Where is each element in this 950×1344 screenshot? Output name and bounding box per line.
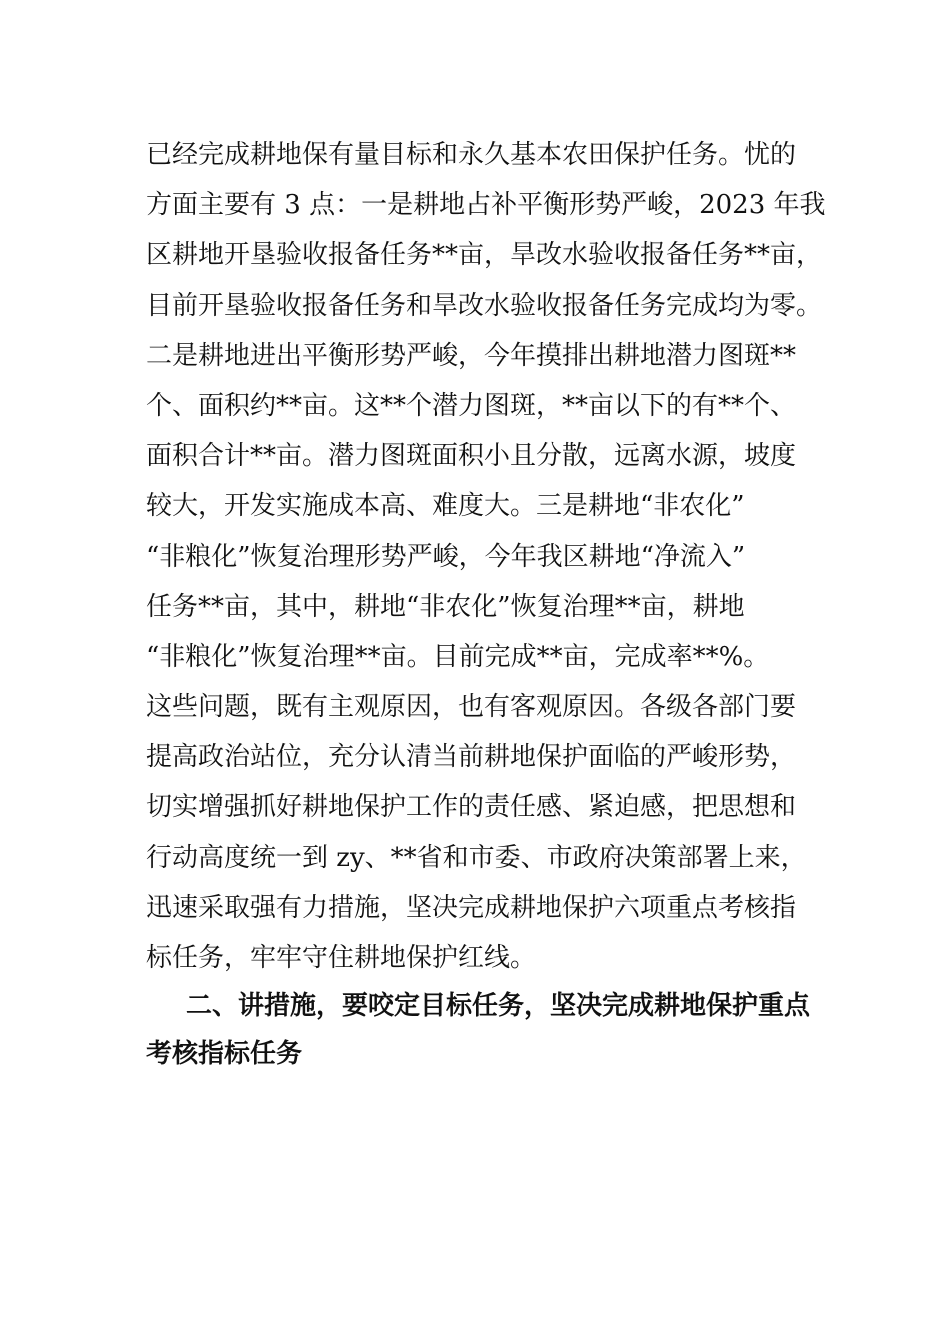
section-heading — [146, 982, 826, 1078]
paragraph-line: 标任务，牢牢守住耕地保护红线。 — [146, 943, 537, 973]
body-paragraph — [146, 130, 826, 983]
heading-line: 考核指标任务 — [146, 1039, 303, 1069]
paragraph-line: 方面主要有 3 点：一是耕地占补平衡形势严峻，2023 年我 — [146, 190, 826, 221]
paragraph-line: “非粮化”恢复治理**亩。目前完成**亩，完成率**%。 — [146, 641, 770, 672]
paragraph-line: “非粮化”恢复治理形势严峻，今年我区耕地“净流入” — [146, 541, 746, 572]
paragraph-line: 迅速采取强有力措施，坚决完成耕地保护六项重点考核指 — [146, 892, 797, 923]
paragraph-line: 提高政治站位，充分认清当前耕地保护面临的严峻形势， — [146, 742, 797, 773]
paragraph-line: 已经完成耕地保有量目标和永久基本农田保护任务。忧的 — [146, 140, 797, 170]
paragraph-line: 二是耕地进出平衡形势严峻，今年摸排出耕地潜力图斑** — [146, 340, 797, 371]
paragraph-line: 这些问题，既有主观原因，也有客观原因。各级各部门要 — [146, 692, 797, 723]
paragraph-line: 区耕地开垦验收报备任务**亩，旱改水验收报备任务**亩， — [146, 240, 823, 271]
paragraph-line: 个、面积约**亩。这**个潜力图斑，**亩以下的有**个、 — [146, 390, 797, 421]
paragraph-line: 任务**亩，其中，耕地“非农化”恢复治理**亩，耕地 — [146, 591, 745, 622]
paragraph-line: 面积合计**亩。潜力图斑面积小且分散，远离水源，坡度 — [146, 441, 797, 472]
paragraph-line: 行动高度统一到 zy、**省和市委、市政府决策部署上来， — [146, 842, 807, 873]
paragraph-line: 较大，开发实施成本高、难度大。三是耕地“非农化” — [146, 491, 745, 522]
paragraph-line: 目前开垦验收报备任务和旱改水验收报备任务完成均为零。 — [146, 290, 823, 321]
heading-line: 二、讲措施，要咬定目标任务，坚决完成耕地保护重点 — [186, 991, 811, 1021]
paragraph-line: 切实增强抓好耕地保护工作的责任感、紧迫感，把思想和 — [146, 792, 797, 823]
